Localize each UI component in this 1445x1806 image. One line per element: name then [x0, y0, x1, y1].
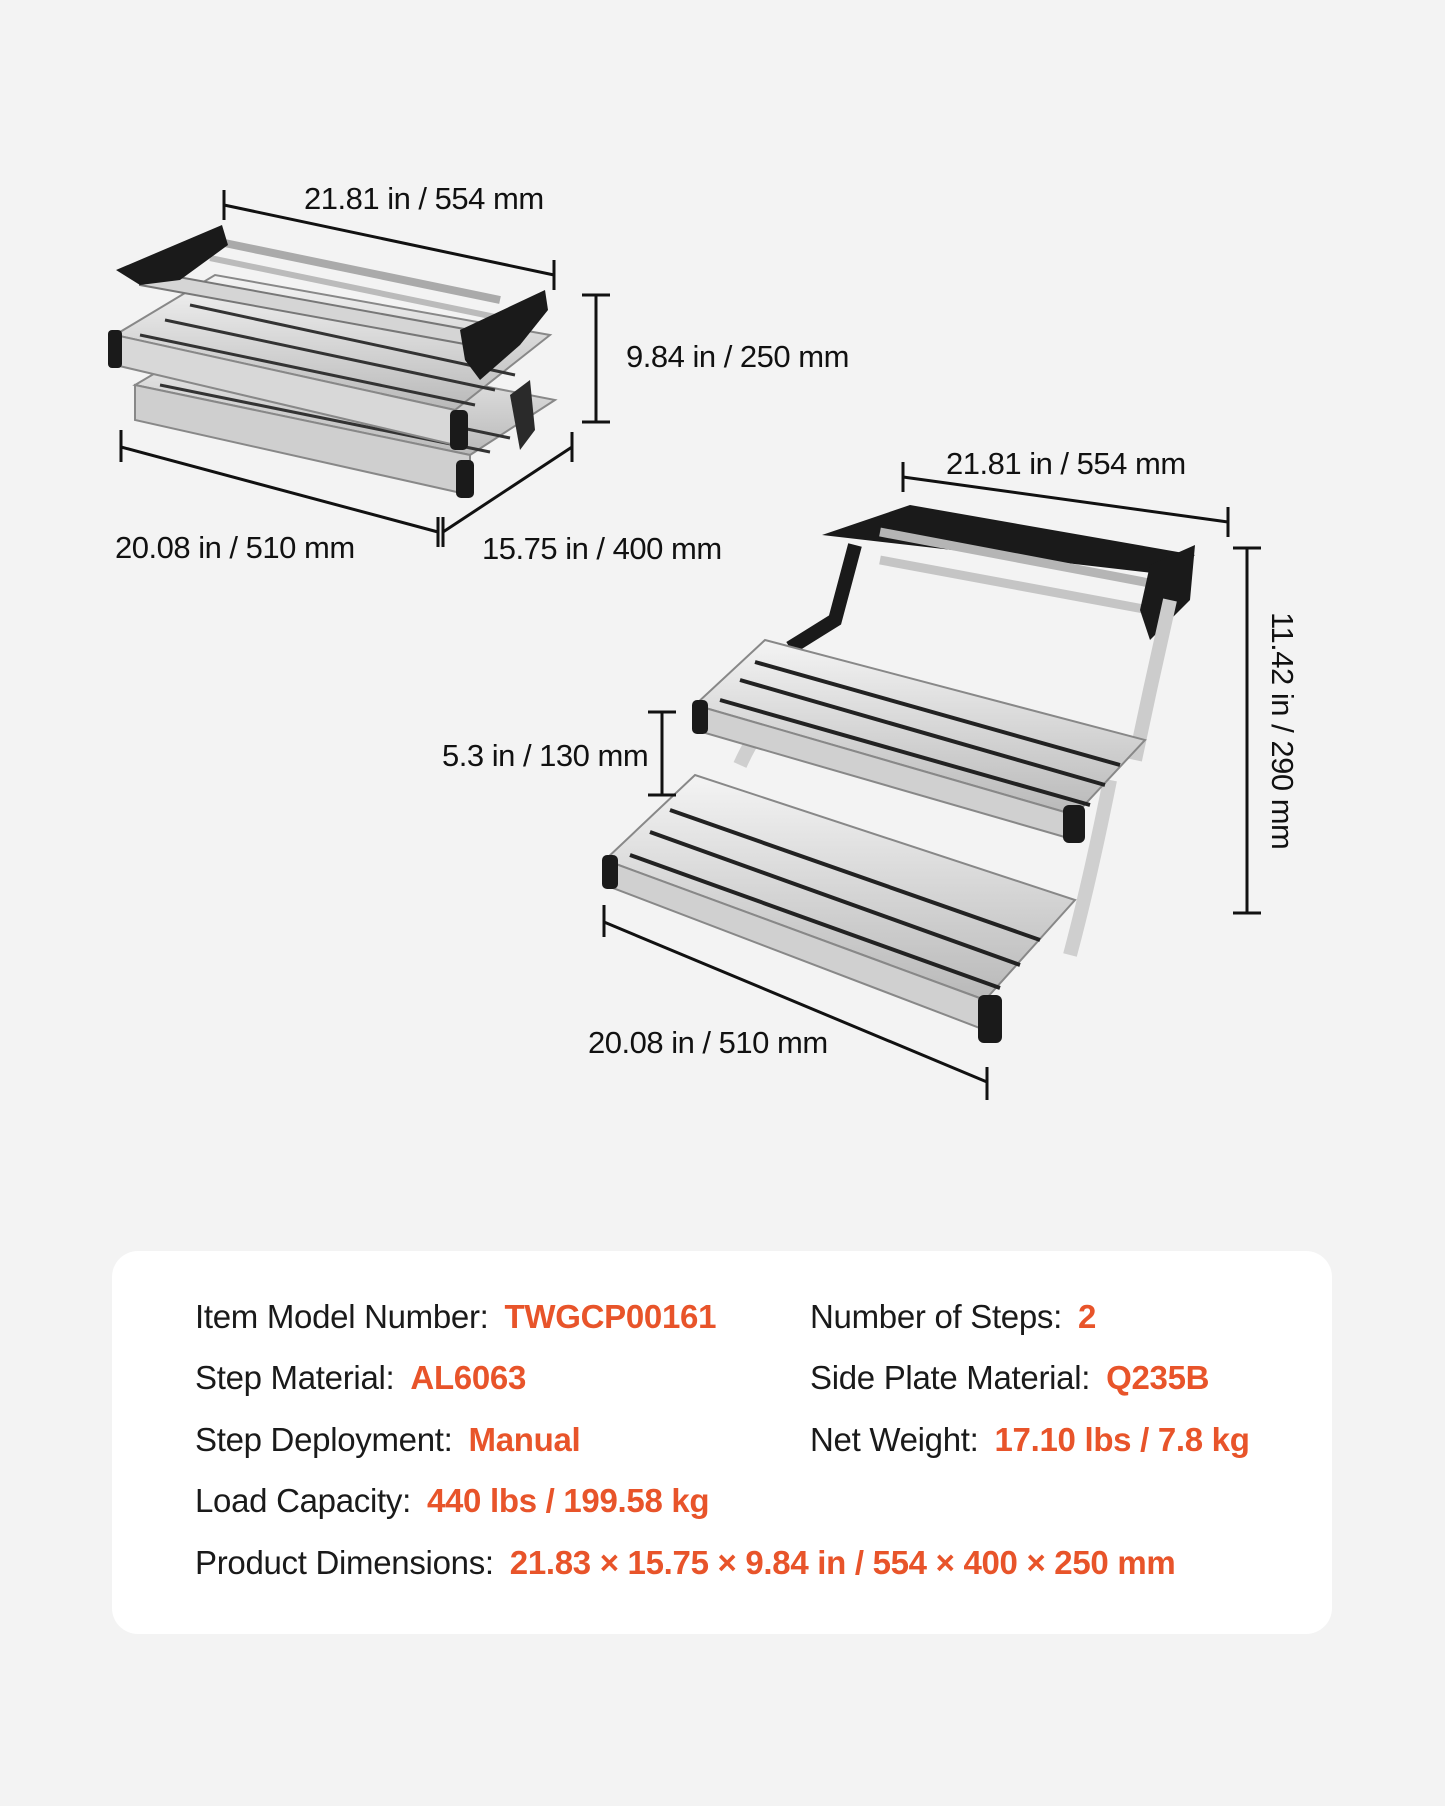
spec-label: Item Model Number:: [195, 1298, 489, 1335]
folded-step-image: [108, 225, 555, 498]
spec-label: Step Deployment:: [195, 1421, 453, 1458]
folded-height-label: 9.84 in / 250 mm: [626, 339, 849, 374]
spec-label: Side Plate Material:: [810, 1359, 1091, 1396]
spec-label: Step Material:: [195, 1359, 395, 1396]
folded-width-label: 21.81 in / 554 mm: [304, 181, 544, 216]
spec-label: Net Weight:: [810, 1421, 979, 1458]
folded-length-label: 20.08 in / 510 mm: [115, 530, 355, 565]
spec-side-plate-material: [810, 1359, 1209, 1397]
spec-model-number: [195, 1298, 716, 1336]
spec-label: Product Dimensions:: [195, 1544, 494, 1581]
deployed-width-label: 21.81 in / 554 mm: [946, 446, 1186, 481]
spec-value: 440 lbs / 199.58 kg: [426, 1482, 710, 1519]
step-rise-label: 5.3 in / 130 mm: [442, 738, 649, 773]
spec-net-weight: [810, 1421, 1250, 1459]
spec-card: [112, 1251, 1332, 1634]
deployed-length-label: 20.08 in / 510 mm: [588, 1025, 828, 1060]
spec-value: AL6063: [410, 1359, 527, 1396]
spec-value: Q235B: [1106, 1359, 1210, 1396]
spec-value: Manual: [468, 1421, 581, 1458]
spec-load-capacity: [195, 1482, 709, 1520]
spec-label: Load Capacity:: [195, 1482, 411, 1519]
spec-number-of-steps: [810, 1298, 1096, 1336]
spec-value: 21.83 × 15.75 × 9.84 in / 554 × 400 × 250 mm: [509, 1544, 1176, 1581]
spec-product-dimensions: [195, 1544, 1175, 1582]
spec-step-material: [195, 1359, 526, 1397]
spec-value: TWGCP00161: [504, 1298, 717, 1335]
spec-label: Number of Steps:: [810, 1298, 1062, 1335]
deployed-height-label: 11.42 in / 290 mm: [1265, 612, 1300, 850]
spec-step-deployment: [195, 1421, 580, 1459]
spec-value: 17.10 lbs / 7.8 kg: [994, 1421, 1250, 1458]
deployed-step-image: [602, 505, 1195, 1043]
folded-depth-label: 15.75 in / 400 mm: [482, 531, 722, 566]
spec-value: 2: [1077, 1298, 1097, 1335]
